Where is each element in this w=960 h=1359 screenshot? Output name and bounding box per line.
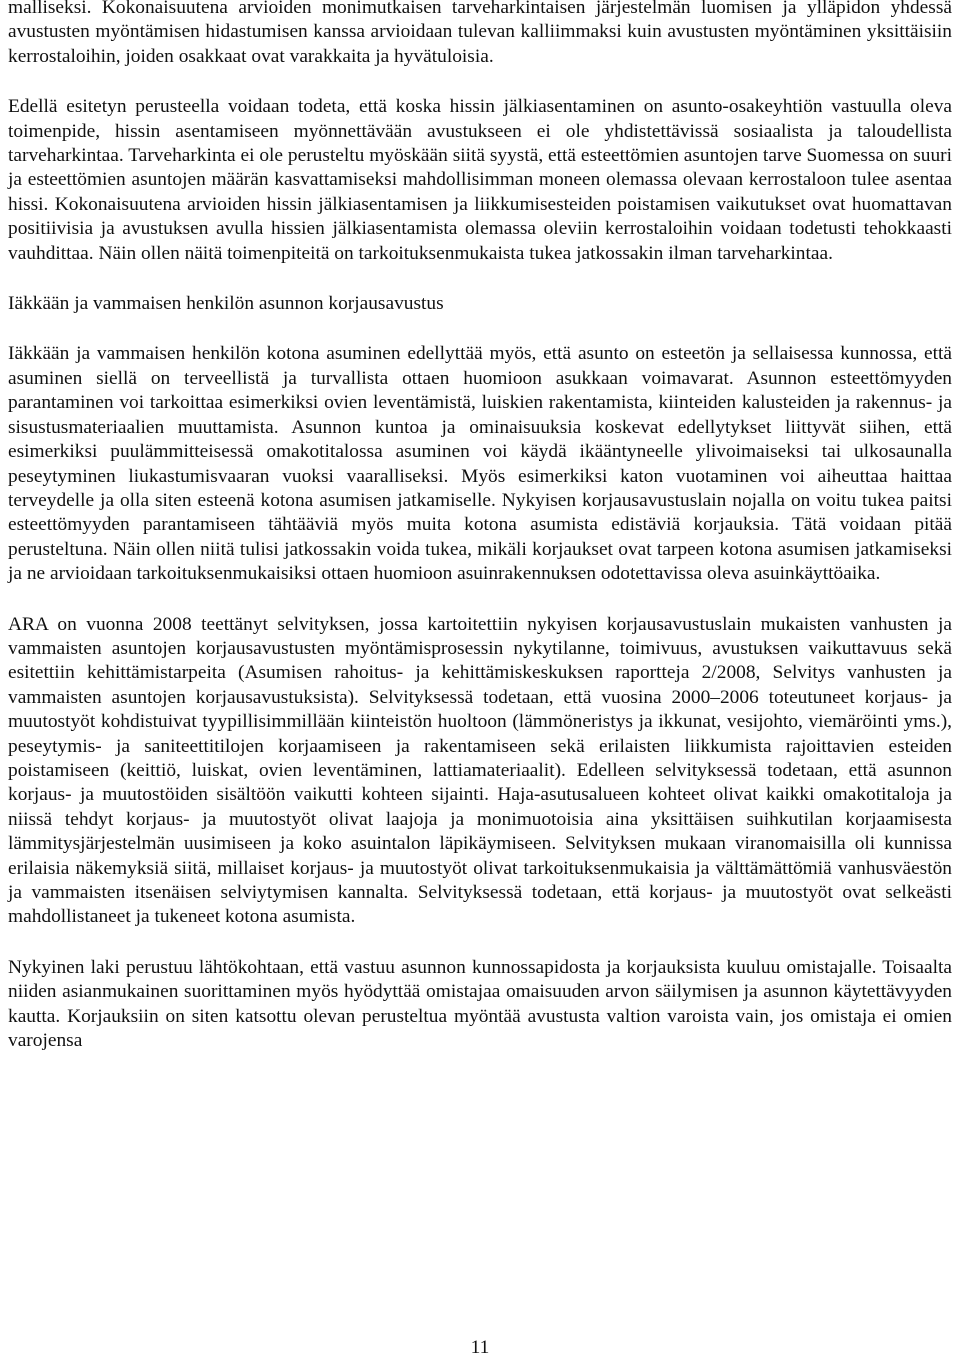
paragraph-intro-continuation: malliseksi. Kokonaisuutena arvioiden monimutkaisen tarveharkintaisen järjestelmän luomisen ja ylläpidon yhdessä avustusten myöntämisen hidastumisen kanssa arvioidaan tulevan kalliimmaksi kuin avustusten myöntäminen yksittäisiin kerrostaloihin, joiden osakkaat ovat varakkaita ja hyvätuloisia. — [8, 0, 952, 67]
paragraph-repair-grant: Iäkkään ja vammaisen henkilön kotona asuminen edellyttää myös, että asunto on esteetön ja sellaisessa kunnossa, että asuminen siellä on terveellistä ja turvallista ottaen huomioon asukkaan voimavarat. Asunnon esteettömyyden parantaminen voi tarkoittaa esimerkiksi ovien leventämistä, luiskien rakentamista, kiinteiden kalusteiden ja rakennus- ja sisustusmateriaalien muuttamista. Asunnon kuntoa ja ominaisuuksia koskevat edellytykset liittyvät siihen, että esimerkiksi puulämmitteisessä omakotitalossa asuminen voi käydä ikääntyneelle ylivoimaiseksi tai ulkosaunalla peseytyminen liukastumisvaaran vuoksi vaaralliseksi. Myös esimerkiksi katon vuotaminen voi aiheuttaa haittaa terveydelle ja olla siten esteenä kotona asumisen jatkamiselle. Nykyisen korjausavustuslain nojalla on voitu tukea paitsi esteettömyyden parantamiseen tähtääviä myös muita kotona asumista edistäviä korjauksia. Tätä voidaan pitää perusteltuna. Näin ollen niitä tulisi jatkossakin voida tukea, mikäli korjaukset ovat tarpeen kotona asumisen jatkamiseksi ja ne arvioidaan tarkoituksenmukaisiksi ottaen huomioon asuinrakennuksen odotettavissa oleva asuinkäyttöaika. — [8, 343, 952, 585]
section-heading: Iäkkään ja vammaisen henkilön asunnon korjausavustus — [8, 293, 444, 315]
paragraph-elevator-retrofit: Edellä esitetyn perusteella voidaan todeta, että koska hissin jälkiasentaminen on asunto-osakeyhtiön vastuulla oleva toimenpide, hissin asentamiseen myönnettävään avustukseen ei ole yhdistettävissä sosiaalista ja taloudellista tarveharkintaa. Tarveharkinta ei ole perusteltu myöskään siitä syystä, että esteettömien asuntojen tarve Suomessa on suuri ja esteettömien asuntojen määrän kasvattamiseksi mahdollisimman moneen olemassa olevaan kerrostaloon tulee asentaa hissi. Kokonaisuutena arvioiden hissin jälkiasentamisen ja liikkumisesteiden poistamisen vaikutukset ovat huomattavan positiivisia ja avustuksen avulla hissien jälkiasentamista olemassa oleviin kerrostaloihin voidaan todetusti tehokkaasti vauhdittaa. Näin ollen näitä toimenpiteitä on tarkoituksenmukaista tukea jatkossakin ilman tarveharkintaa. — [8, 96, 952, 264]
paragraph-current-law: Nykyinen laki perustuu lähtökohtaan, että vastuu asunnon kunnossapidosta ja korjauksista kuuluu omistajalle. Toisaalta niiden asianmukainen suorittaminen myös hyödyttää omistajaa omaisuuden arvon säilymisen ja asunnon käytettävyyden kautta. Korjauksiin on siten katsottu olevan perusteltua myöntää avustusta valtion varoista vain, jos omistaja ei omien varojensa — [8, 956, 952, 1052]
page-number: 11 — [470, 1337, 490, 1358]
document-page — [8, 0, 952, 1079]
paragraph-ara-study: ARA on vuonna 2008 teettänyt selvityksen, jossa kartoitettiin nykyisen korjausavustuslain mukaisten vanhusten ja vammaisten asuntojen korjausavustusten myöntämisprosessin nykytilanne, toimivuus, avustuksen vaikuttavuus sekä esitettiin kehittämistarpeita (Asumisen rahoitus- ja kehittämiskeskuksen raportteja 2/2008, Selvitys vanhusten ja vammaisten asuntojen korjausavustuksista). Selvityksessä todetaan, että vuosina 2000–2006 toteutuneet korjaus- ja muutostyöt kohdistuivat tyypillisimmillään kiinteistön huoltoon (lämmöneristys ja ikkunat, vesijohto, viemäröinti yms.), peseytymis- ja saniteettitilojen korjaamiseen ja rakentamiseen sekä erilaisten liikkumista rajoittavien esteiden poistamiseen (keittiö, luiskat, ovien leventäminen, lattiamateriaalit). Edelleen selvityksessä todetaan, että asunnon korjaus- ja muutostöiden sisältöön vaikutti kohteen sijainti. Haja-asutusalueen kohteet olivat kaikki omakotitaloja ja niissä tehdyt korjaus- ja muutostyöt olivat laajoja ja monimuotoisia aina yksittäisen suihkutilan korjaamisesta lämmitysjärjestelmän uusimiseen ja koko asuintalon läpikäymiseen. Selvityksen mukaan viranomaisilla oli kunnissa erilaisia näkemyksiä siitä, millaiset korjaus- ja muutostyöt olivat tarkoituksenmukaisia ja välttämättömiä vanhusväestön ja vammaisten itsenäisen selviytymisen kannalta. Selvityksessä todetaan, että korjaus- ja muutostyöt ovat selkeästi mahdollistaneet ja tukeneet kotona asumista. — [8, 613, 952, 928]
